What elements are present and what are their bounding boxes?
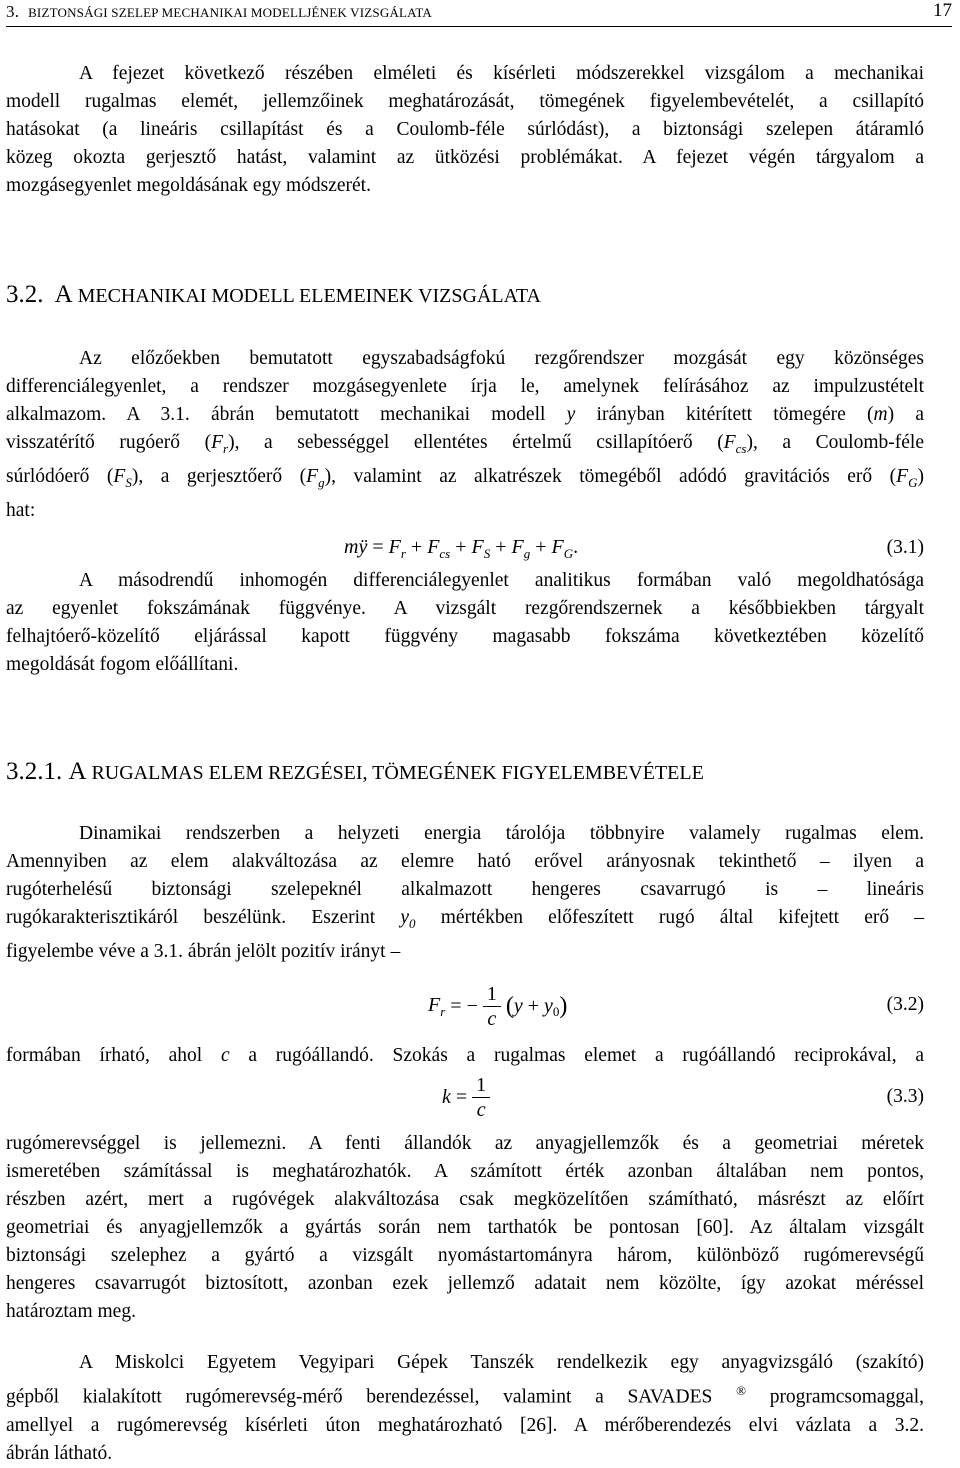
text-line: határoztam meg. <box>6 1301 136 1322</box>
text-line: geometriai és anyagjellemzők a gyártás során nem tarthatók be pontosan [60]. Az általam vizsgált <box>6 1217 924 1238</box>
text-line: A másodrendű inhomogén differenciálegyenlet analitikus formában való megoldhatósága <box>79 570 924 591</box>
text-line: A fejezet következő részében elméleti és kísérleti módszerekkel vizsgálom a mechanikai <box>79 63 924 84</box>
text-line: figyelembe véve a 3.1. ábrán jelölt pozitív irányt – <box>6 940 401 962</box>
section-number: 3.2. <box>6 281 44 308</box>
section-heading-3-2-1 <box>6 757 704 788</box>
equation-number-3-2: (3.2) <box>886 994 924 1015</box>
section-number: 3.2.1. <box>6 758 63 785</box>
text-line: megoldását fogom előállítani. <box>6 654 239 675</box>
text-line: rugómerevséggel is jellemezni. A fenti állandók az anyagjellemzők és a geometriai méretek <box>6 1133 924 1154</box>
text-line: részben azért, mert a rugóvégek alakváltozása csak megközelítően számítható, másrészt az előírt <box>6 1189 924 1210</box>
section-title-initial: A <box>54 281 72 308</box>
paragraph-after-eq-3-3 <box>6 1130 924 1326</box>
section-heading-3-2 <box>6 280 541 311</box>
final-paragraph <box>6 1349 924 1468</box>
chapter-title: BIZTONSÁGI SZELEP MECHANIKAI MODELLJÉNEK VIZSGÁLATA <box>28 5 433 20</box>
text-line: alkalmazom. A 3.1. ábrán bemutatott mechanikai modell y irányban kitérített tömegére (m) a <box>6 404 925 425</box>
text-line: hengeres csavarrugót biztosított, azonban ezek jellemző adatait nem közölte, így azokat méréssel <box>6 1273 924 1294</box>
running-header <box>6 0 952 27</box>
text-line: súrlódóerő $(F_S)$, a gerjesztőerő $(F_g)$, valamint az alkatrészek tömegéből adódó gravitációs erő $(F_G)$ <box>6 465 924 490</box>
text-line: Az előzőekben bemutatott egyszabadságfokú rezgőrendszer mozgását egy közönséges <box>79 348 924 369</box>
text-line: közeg okozta gerjesztő hatást, valamint az ütközési problémákat. A fejezet végén tárgyalom a <box>6 147 924 168</box>
chapter-number: 3. <box>6 2 20 21</box>
text-line: az egyenlet fokszámának függvénye. A vizsgált rezgőrendszernek a későbbiekben tárgyalt <box>6 598 924 619</box>
equation-number-3-3: (3.3) <box>886 1086 924 1107</box>
page-number: 17 <box>933 0 952 21</box>
text-line: A Miskolci Egyetem Vegyipari Gépek Tanszék rendelkezik egy anyagvizsgáló (szakító) <box>79 1352 924 1373</box>
text-line: rugókarakterisztikáról beszélünk. Eszerint $y_0$ mértékben előfeszített rugó által kifejtett erő – <box>6 907 925 931</box>
section-title: MECHANIKAI MODELL ELEMEINEK VIZSGÁLATA <box>77 285 541 307</box>
intro-paragraph <box>6 60 924 200</box>
text-line: ábrán látható. <box>6 1442 113 1464</box>
text-line: ismeretében számítással is meghatározhatók. A számított érték azonban általában nem pontos, <box>6 1161 924 1182</box>
text-line: hat: <box>6 499 36 521</box>
equation-number-3-1: (3.1) <box>886 537 924 558</box>
registered-mark: ® <box>736 1383 746 1398</box>
text-line: gépből kialakított rugómerevség-mérő berendezéssel, valamint a SAVADES ® programcsomaggal, <box>6 1383 925 1408</box>
text-line: formában írható, ahol c a rugóállandó. Szokás a rugalmas elemet a rugóállandó reciprokával, a <box>6 1045 924 1066</box>
text-line: hatásokat (a lineáris csillapítást és a Coulomb-féle súrlódást), a biztonsági szelepen átáramló <box>6 119 924 140</box>
paragraph-after-eq-3-1 <box>6 567 924 679</box>
text-line: biztonsági szelephez a gyártó a vizsgált nyomástartományra három, különböző rugómerevségű <box>6 1245 924 1266</box>
equation-3-1: mÿ = $F_r + F_{cs} + F_S + F_g + F_G$. <box>344 536 579 561</box>
text-line: rugóterhelésű biztonsági szelepeknél alkalmazott hengeres csavarrugó is – lineáris <box>6 879 924 900</box>
chapter-header <box>6 2 432 22</box>
text-line: Amennyiben az elem alakváltozása az elemre ható erővel arányosnak tekinthető – ilyen a <box>6 851 924 872</box>
text-line: mozgásegyenlet megoldásának egy módszerét. <box>6 175 371 196</box>
section-title-initial: A <box>68 758 86 785</box>
equation-3-2: $F_r$ = − $\frac{1}{c}$ $(y + y_0)$ <box>428 983 568 1030</box>
equation-3-3: k = $\frac{1}{c}$ <box>442 1073 490 1122</box>
text-line: modell rugalmas elemét, jellemzőinek meghatározását, tömegének figyelembevételét, a csillapító <box>6 91 924 112</box>
paragraph-after-eq-3-2 <box>6 1042 924 1070</box>
section-title: RUGALMAS ELEM REZGÉSEI, TÖMEGÉNEK FIGYELEMBEVÉTELE <box>91 762 704 784</box>
text-line: felhajtóerő-közelítő eljárással kapott függvény magasabb fokszáma következtében közelítő <box>6 626 924 647</box>
section-3-2-1-paragraph <box>6 820 924 966</box>
text-line: visszatérítő rugóerő $(F_r)$, a sebességgel ellentétes értelmű csillapítóerő $(F_{cs})$, a Coulomb-féle <box>6 432 924 456</box>
text-line: Dinamikai rendszerben a helyzeti energia tárolója többnyire valamely rugalmas elem. <box>79 823 924 844</box>
text-line: amellyel a rugómerevség kísérleti úton meghatározható [26]. A mérőberendezés elvi vázlata a 3.2. <box>6 1414 924 1436</box>
text-line: differenciálegyenlet, a rendszer mozgásegyenlete írja le, amelynek felírásához az impulzustételt <box>6 376 924 397</box>
section-3-2-paragraph <box>6 345 924 525</box>
